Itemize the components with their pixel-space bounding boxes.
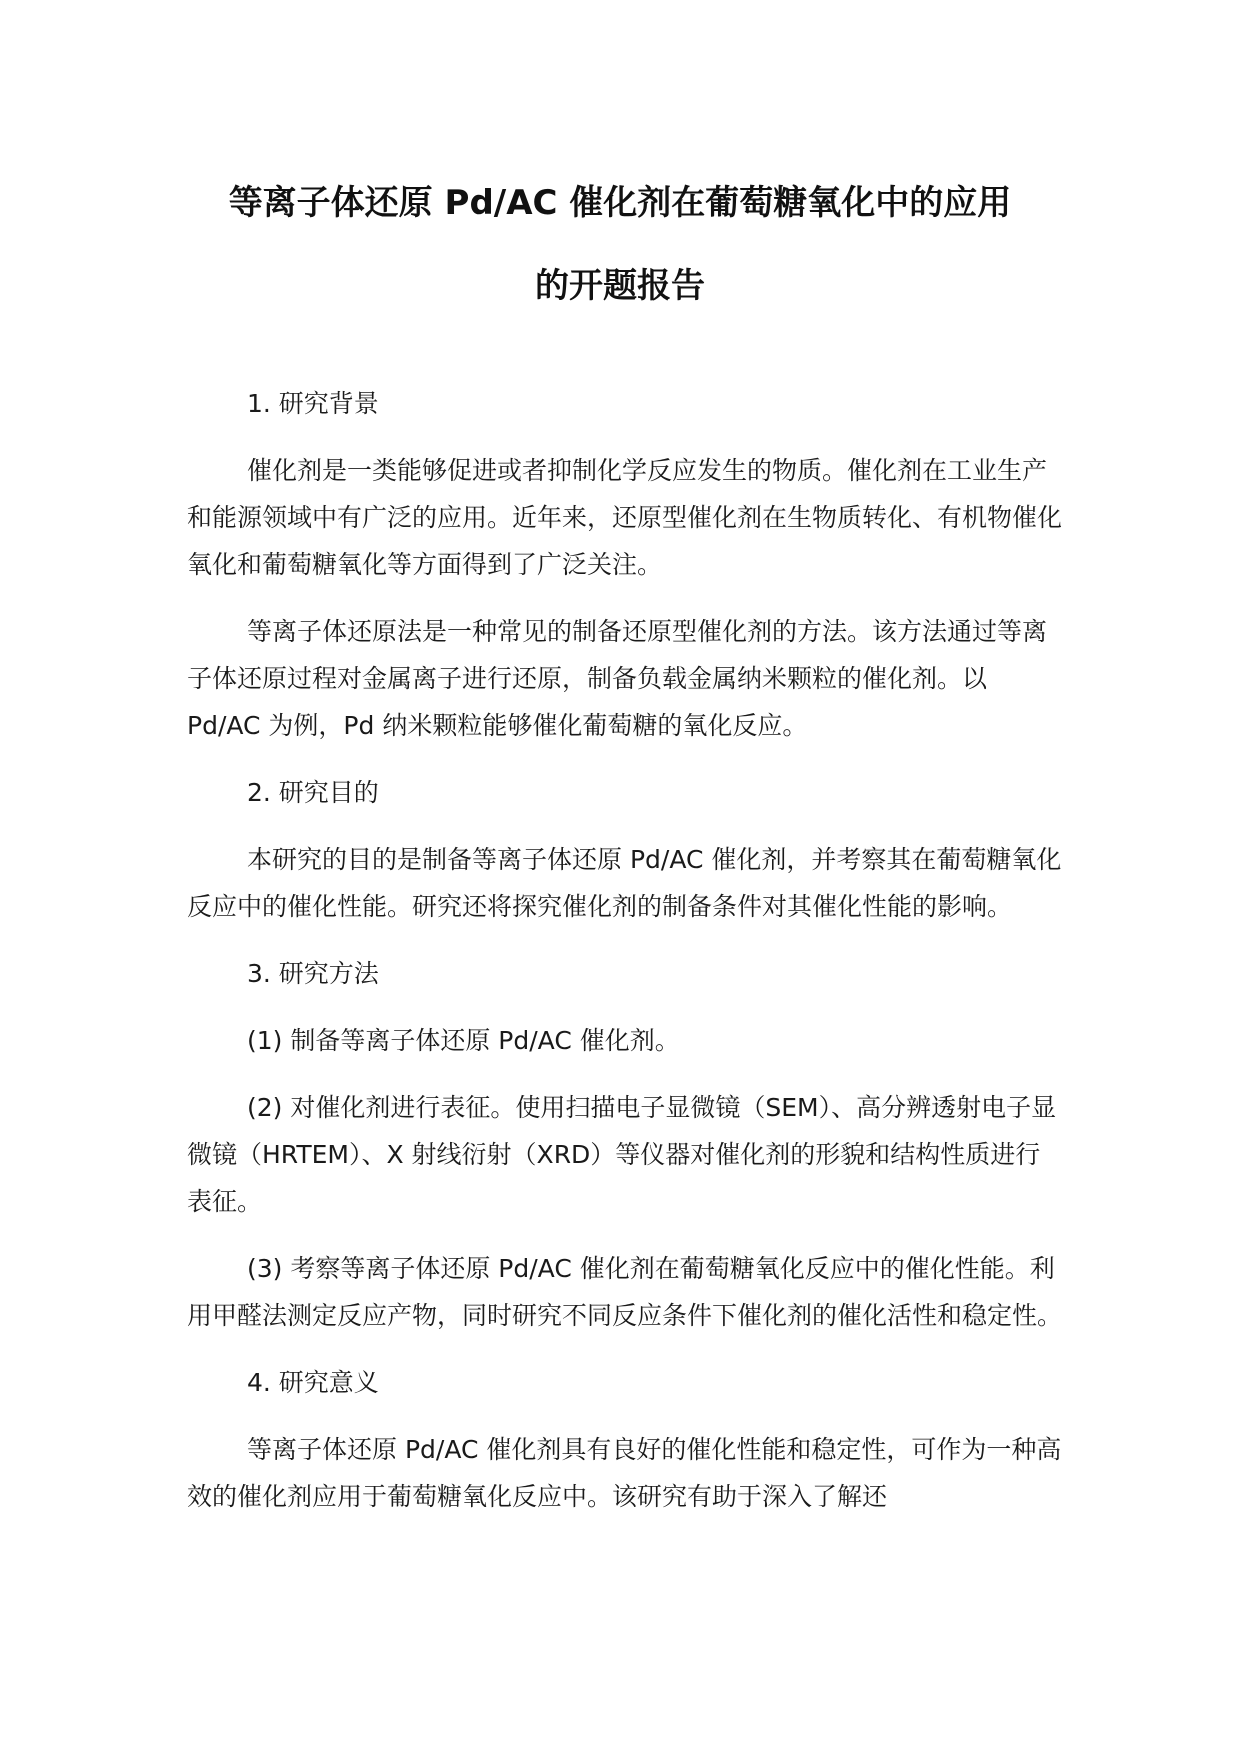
paragraph: (2) 对催化剂进行表征。使用扫描电子显微镜（SEM）、高分辨透射电子显微镜（HRTEM）、X 射线衍射（XRD）等仪器对催化剂的形貌和结构性质进行表征。 [187, 1093, 1057, 1216]
document-title-line-2: 的开题报告 [535, 266, 705, 306]
section-heading-significance: 4. 研究意义 [247, 1368, 379, 1397]
section-heading-background: 1. 研究背景 [247, 389, 379, 418]
paragraph: 等离子体还原 Pd/AC 催化剂具有良好的催化性能和稳定性，可作为一种高效的催化剂应用于葡萄糖氧化反应中。该研究有助于深入了解还 [187, 1435, 1062, 1511]
paragraph: (3) 考察等离子体还原 Pd/AC 催化剂在葡萄糖氧化反应中的催化性能。利用甲醛法测定反应产物，同时研究不同反应条件下催化剂的催化活性和稳定性。 [187, 1254, 1063, 1330]
paragraph: 等离子体还原法是一种常见的制备还原型催化剂的方法。该方法通过等离子体还原过程对金属离子进行还原，制备负载金属纳米颗粒的催化剂。以 Pd/AC 为例，Pd 纳米颗粒能够催化葡萄糖的氧化反应。 [187, 617, 1048, 740]
paragraph: 本研究的目的是制备等离子体还原 Pd/AC 催化剂，并考察其在葡萄糖氧化反应中的催化性能。研究还将探究催化剂的制备条件对其催化性能的影响。 [187, 845, 1062, 921]
paragraph: 催化剂是一类能够促进或者抑制化学反应发生的物质。催化剂在工业生产和能源领域中有广泛的应用。近年来，还原型催化剂在生物质转化、有机物催化氧化和葡萄糖氧化等方面得到了广泛关注。 [187, 456, 1063, 579]
document-title-line-1: 等离子体还原 Pd/AC 催化剂在葡萄糖氧化中的应用 [228, 183, 1012, 223]
document-body [187, 380, 1063, 1540]
paragraph: (1) 制备等离子体还原 Pd/AC 催化剂。 [247, 1026, 680, 1055]
section-heading-purpose: 2. 研究目的 [247, 778, 379, 807]
section-heading-methods: 3. 研究方法 [247, 959, 379, 988]
